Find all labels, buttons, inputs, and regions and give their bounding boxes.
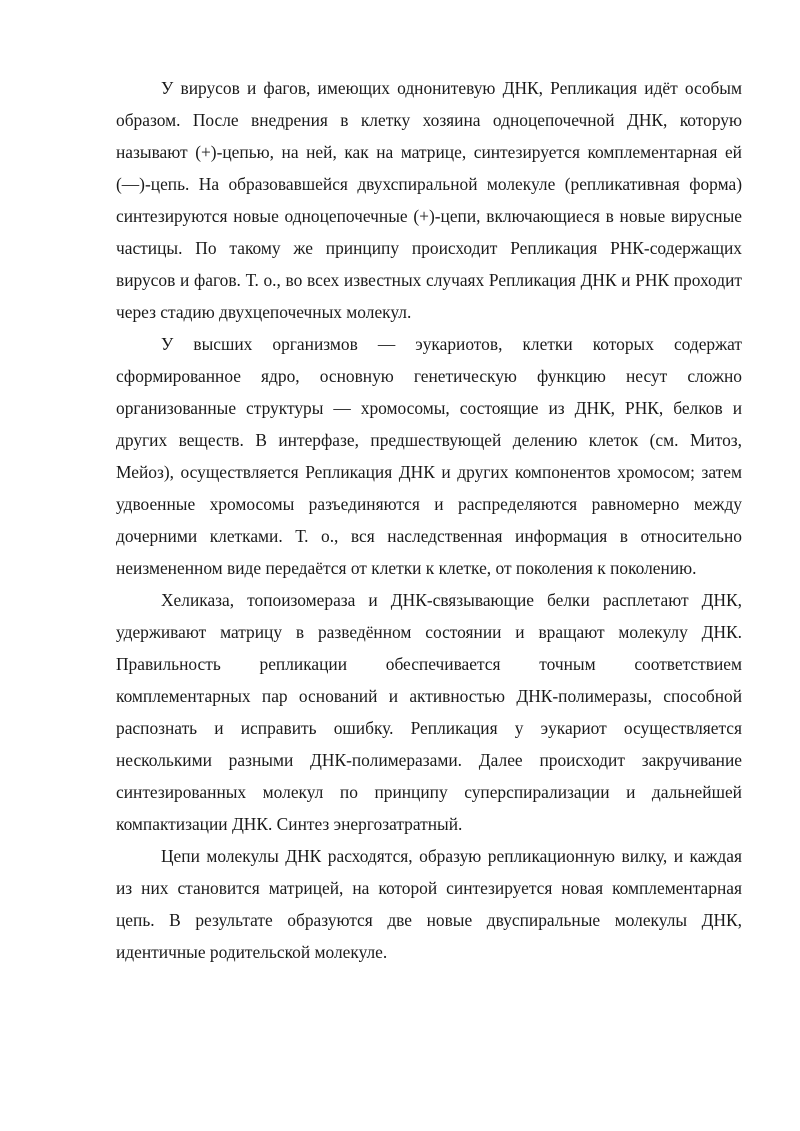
paragraph-eukaryote-replication: У высших организмов — эукариотов, клетки которых содержат сформированное ядро, основную генетическую функцию несут сложно организованные структуры — хромосомы, состоящие из ДНК, РНК, белков и других веществ. В интерфазе, предшествующей делению клеток (см. Митоз, Мейоз), осуществляется Репликация ДНК и других компонентов хромосом; затем удвоенные хромосомы разъединяются и распределяются равномерно между дочерними клетками. Т. о., вся наследственная информация в относительно неизмененном виде передаётся от клетки к клетке, от поколения к поколению. (116, 334, 742, 578)
document-body (116, 72, 742, 968)
paragraph-replication-fork: Цепи молекулы ДНК расходятся, образую репликационную вилку, и каждая из них становится матрицей, на которой синтезируется новая комплементарная цепь. В результате образуются две новые двуспиральные молекулы ДНК, идентичные родительской молекуле. (116, 846, 742, 962)
paragraph-viral-replication: У вирусов и фагов, имеющих однонитевую ДНК, Репликация идёт особым образом. После внедрения в клетку хозяина одноцепочечной ДНК, которую называют (+)-цепью, на ней, как на матрице, синтезируется комплементарная ей (—)-цепь. На образовавшейся двухспиральной молекуле (репликативная форма) синтезируются новые одноцепочечные (+)-цепи, включающиеся в новые вирусные частицы. По такому же принципу происходит Репликация РНК-содержащих вирусов и фагов. Т. о., во всех известных случаях Репликация ДНК и РНК проходит через стадию двухцепочечных молекул. (116, 78, 742, 322)
paragraph-helicase-topoisomerase: Хеликаза, топоизомераза и ДНК-связывающие белки расплетают ДНК, удерживают матрицу в разведённом состоянии и вращают молекулу ДНК. Правильность репликации обеспечивается точным соответствием комплементарных пар оснований и активностью ДНК-полимеразы, способной распознать и исправить ошибку. Репликация у эукариот осуществляется несколькими разными ДНК-полимеразами. Далее происходит закручивание синтезированных молекул по принципу суперспирализации и дальнейшей компактизации ДНК. Синтез энергозатратный. (116, 590, 742, 834)
